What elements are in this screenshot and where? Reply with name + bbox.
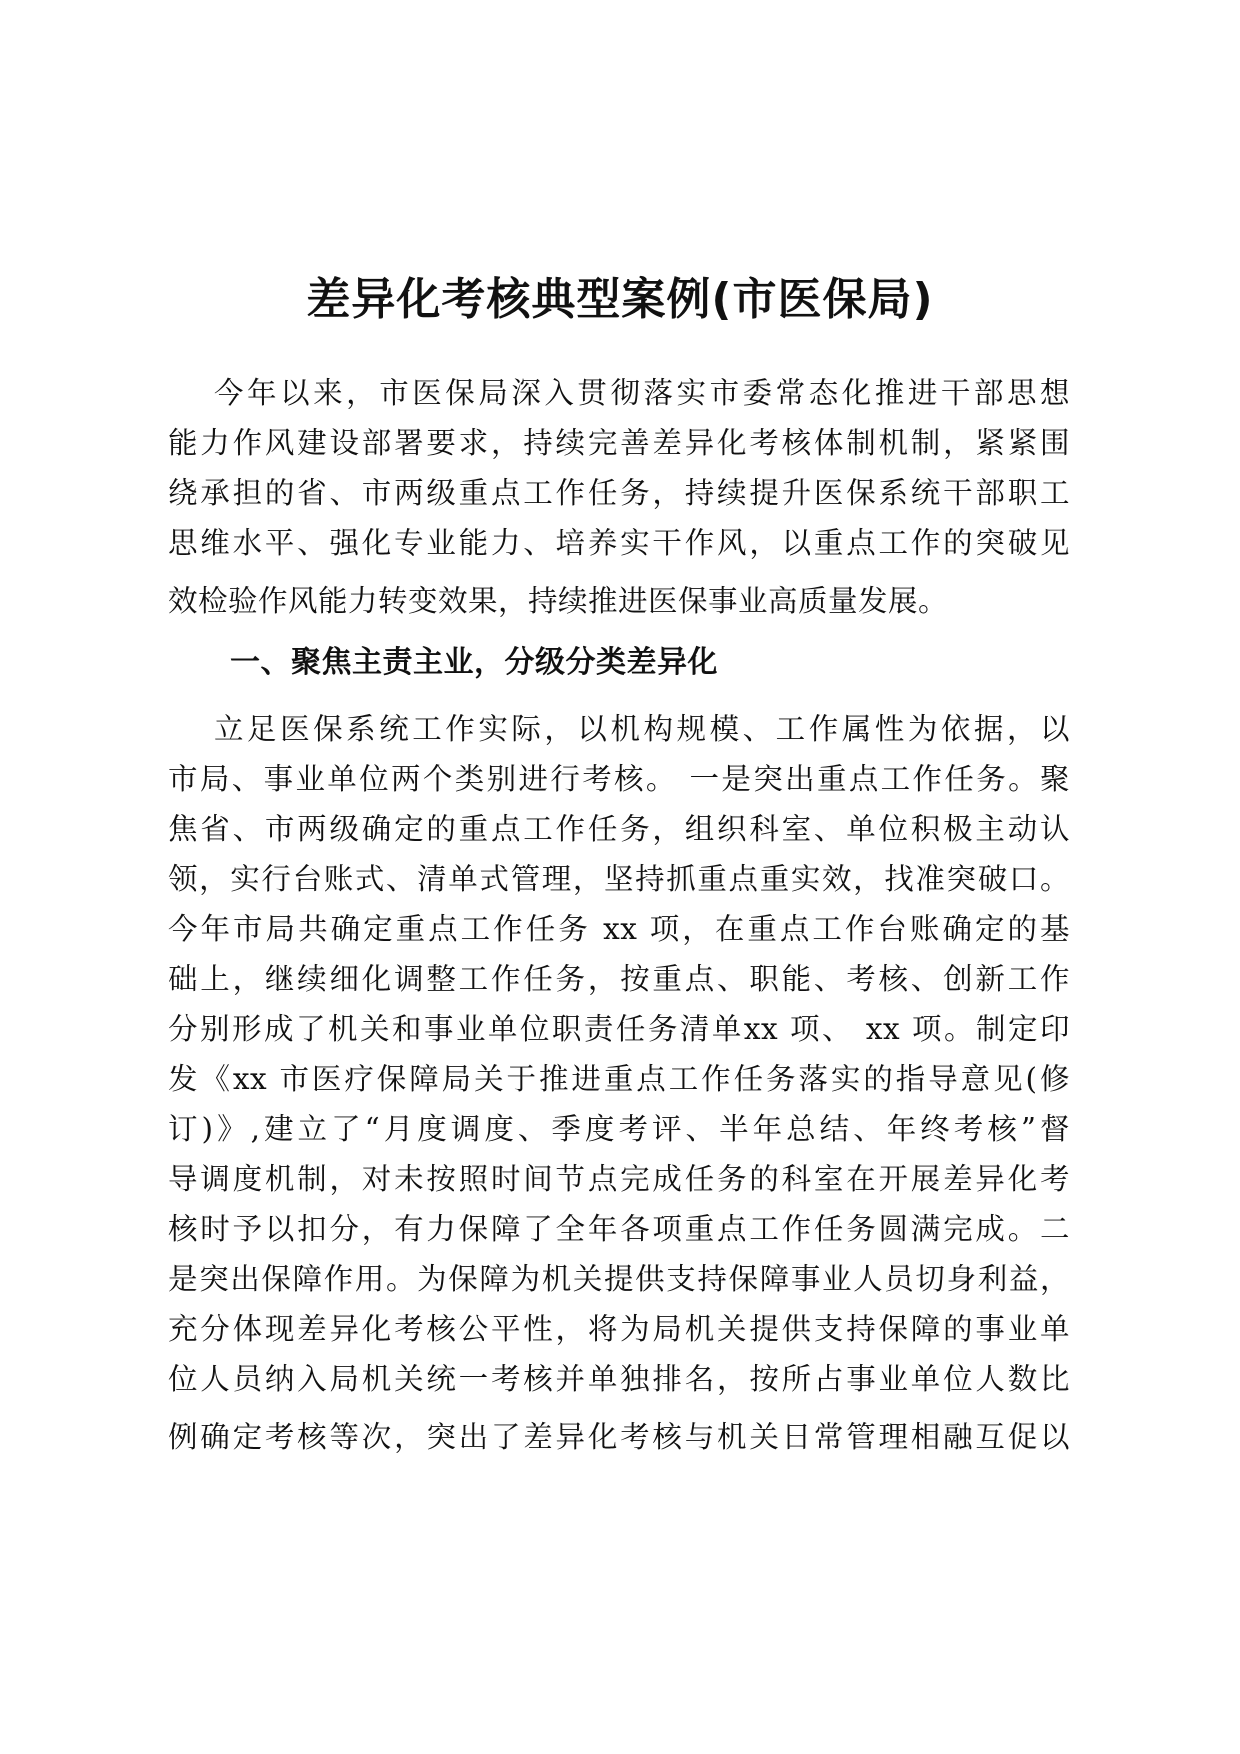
paragraph-line: 核时予以扣分，有力保障了全年各项重点工作任务圆满完成。二 — [168, 1212, 1070, 1246]
paragraph-line: 充分体现差异化考核公平性，将为局机关提供支持保障的事业单 — [168, 1312, 1070, 1346]
paragraph-line: 市局、事业单位两个类别进行考核。 一是突出重点工作任务。聚 — [168, 762, 1070, 796]
paragraph-line: 领，实行台账式、清单式管理，坚持抓重点重实效，找准突破口。 — [168, 862, 1070, 896]
paragraph-line: 思维水平、强化专业能力、培养实干作风，以重点工作的突破见 — [168, 526, 1070, 560]
paragraph-line: 效检验作风能力转变效果，持续推进医保事业高质量发展。 — [168, 584, 949, 618]
paragraph-line: 绕承担的省、市两级重点工作任务，持续提升医保系统干部职工 — [168, 476, 1070, 510]
paragraph-line: 能力作风建设部署要求，持续完善差异化考核体制机制，紧紧围 — [168, 426, 1070, 460]
paragraph-line: 分别形成了机关和事业单位职责任务清单xx 项、 xx 项。制定印 — [168, 1012, 1070, 1046]
paragraph-line: 立足医保系统工作实际，以机构规模、工作属性为依据，以 — [214, 712, 1070, 746]
document-title: 差异化考核典型案例(市医保局) — [306, 274, 934, 325]
paragraph-line: 是突出保障作用。为保障为机关提供支持保障事业人员切身利益， — [168, 1262, 1070, 1296]
paragraph-line: 发《xx 市医疗保障局关于推进重点工作任务落实的指导意见(修 — [168, 1062, 1070, 1096]
section-heading: 一、聚焦主责主业，分级分类差异化 — [230, 645, 718, 680]
paragraph-line: 位人员纳入局机关统一考核并单独排名，按所占事业单位人数比 — [168, 1362, 1070, 1396]
paragraph-line: 例确定考核等次，突出了差异化考核与机关日常管理相融互促以 — [168, 1420, 1070, 1454]
paragraph-line: 导调度机制，对未按照时间节点完成任务的科室在开展差异化考 — [168, 1162, 1070, 1196]
paragraph-line: 焦省、市两级确定的重点工作任务，组织科室、单位积极主动认 — [168, 812, 1070, 846]
section1-paragraph — [168, 704, 1070, 1462]
paragraph-line: 础上，继续细化调整工作任务，按重点、职能、考核、创新工作 — [168, 962, 1070, 996]
paragraph-line: 今年以来，市医保局深入贯彻落实市委常态化推进干部思想 — [214, 376, 1070, 410]
intro-paragraph — [168, 368, 1070, 626]
paragraph-line: 今年市局共确定重点工作任务 xx 项，在重点工作台账确定的基 — [168, 912, 1070, 946]
paragraph-line: 订)》,建立了“月度调度、季度考评、半年总结、年终考核”督 — [168, 1112, 1070, 1146]
